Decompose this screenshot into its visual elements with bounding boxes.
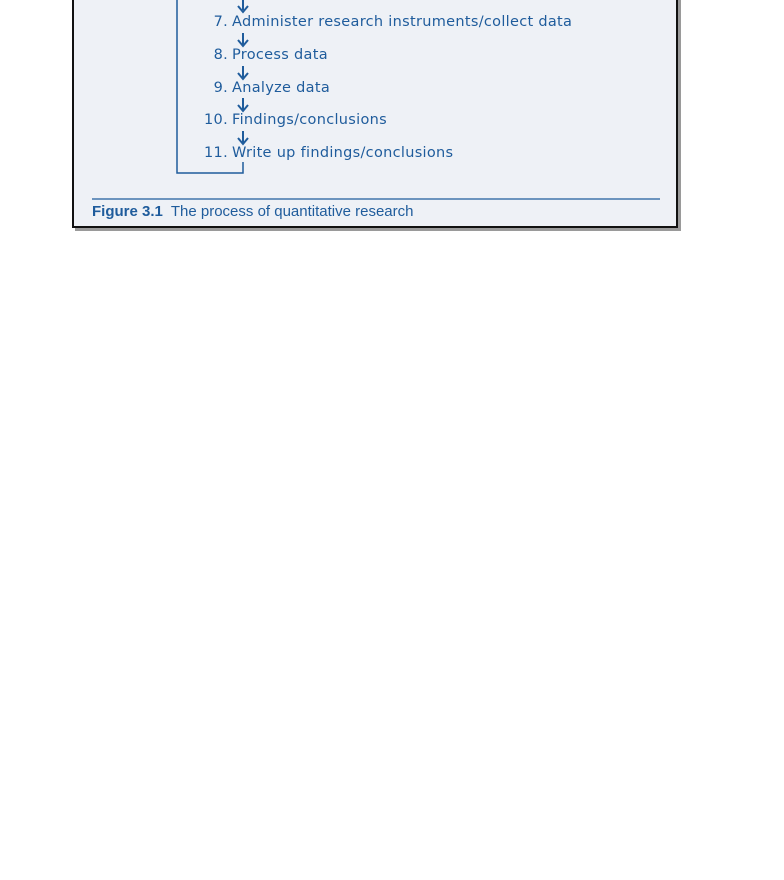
step-7-number: 7. [213, 14, 228, 30]
step-11-label: Write up findings/conclusions [232, 145, 454, 161]
figure-caption [92, 203, 414, 220]
figure-caption-text: The process of quantitative research [170, 203, 414, 220]
step-10-number: 10. [204, 112, 228, 128]
step-11 [194, 146, 453, 161]
step-8-number: 8. [213, 47, 228, 63]
step-11-number: 11. [204, 145, 228, 161]
step-9 [194, 81, 330, 96]
step-10 [194, 113, 387, 128]
step-9-number: 9. [213, 80, 228, 96]
step-7 [194, 15, 572, 30]
step-10-label: Findings/conclusions [232, 112, 387, 128]
step-8 [194, 48, 328, 63]
step-7-label: Administer research instruments/collect data [232, 14, 573, 30]
step-9-label: Analyze data [232, 80, 331, 96]
step-8-label: Process data [232, 47, 328, 63]
figure-caption-number: Figure 3.1 [92, 203, 163, 220]
